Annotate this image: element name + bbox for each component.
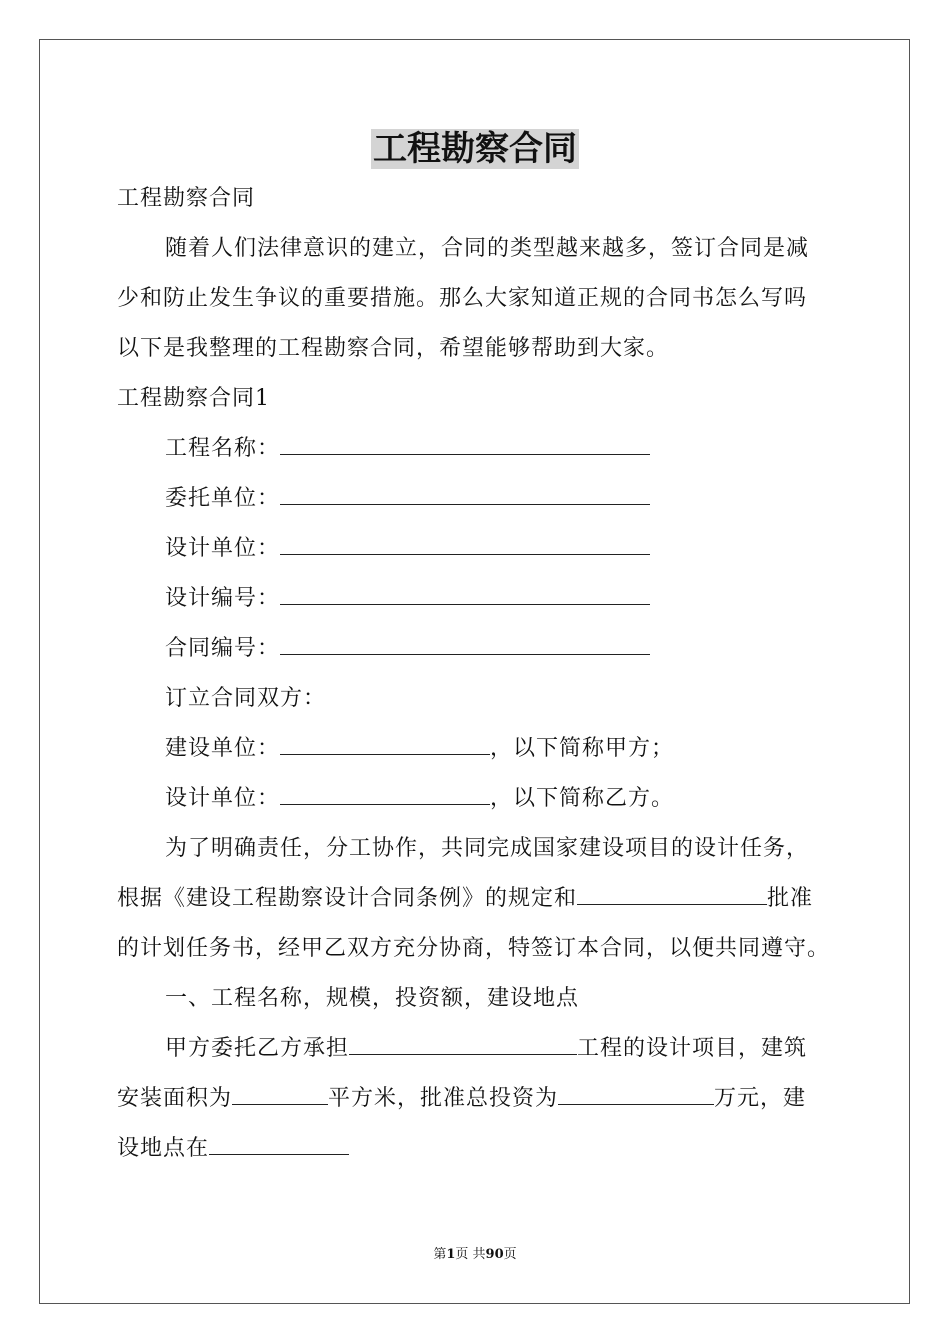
clause-1-line-1 (165, 1034, 807, 1064)
purpose-line-1: 为了明确责任，分工协作，共同完成国家建设项目的设计任务， (165, 836, 810, 861)
section-heading: 工程勘察合同1 (117, 386, 270, 411)
party-a-line (165, 734, 674, 764)
party-a-label: 建设单位： (165, 736, 281, 761)
blank-line (209, 1134, 349, 1155)
clause-1-line-3 (117, 1134, 349, 1164)
intro-line-2: 少和防止发生争议的重要措施。那么大家知道正规的合同书怎么写吗 (117, 286, 808, 311)
blank-line (280, 634, 650, 655)
blank-line (280, 584, 650, 605)
page-footer (0, 1246, 950, 1264)
field-label: 合同编号： (165, 636, 281, 661)
footer-total-pages: 90 (485, 1247, 504, 1262)
blank-line (280, 534, 650, 555)
clause-1-text-e: 万元，建 (714, 1086, 807, 1111)
document-title-text: 工程勘察合同 (373, 129, 577, 169)
field-label: 设计编号： (165, 586, 281, 611)
intro-line-3: 以下是我整理的工程勘察合同，希望能够帮助到大家。 (117, 336, 670, 361)
field-project-name (165, 434, 650, 464)
clause-1-text-a: 甲方委托乙方承担 (165, 1036, 350, 1061)
purpose-text-b: 批准 (767, 886, 814, 911)
footer-prefix: 第 (433, 1247, 447, 1262)
blank-line (280, 434, 650, 455)
clause-1-heading: 一、工程名称，规模，投资额，建设地点 (165, 986, 580, 1011)
field-label: 工程名称： (165, 436, 281, 461)
footer-current-page: 1 (446, 1247, 456, 1262)
blank-line (577, 884, 767, 905)
clause-1-text-b: 工程的设计项目，建筑 (577, 1036, 808, 1061)
party-b-line (165, 784, 674, 814)
clause-1-text-f: 设地点在 (117, 1136, 210, 1161)
footer-suffix: 页 (503, 1247, 517, 1262)
blank-line (280, 784, 490, 805)
field-client (165, 484, 650, 514)
clause-1-text-c: 安装面积为 (117, 1086, 233, 1111)
blank-line (280, 484, 650, 505)
blank-line (558, 1084, 714, 1105)
document-title (0, 126, 950, 172)
party-b-suffix: ，以下简称乙方。 (490, 786, 675, 811)
document-subtitle: 工程勘察合同 (117, 186, 256, 211)
party-a-suffix: ，以下简称甲方； (490, 736, 675, 761)
field-design-unit (165, 534, 650, 564)
party-b-label: 设计单位： (165, 786, 281, 811)
parties-heading: 订立合同双方： (165, 686, 327, 711)
footer-mid: 页 共 (455, 1247, 486, 1262)
intro-line-1: 随着人们法律意识的建立，合同的类型越来越多，签订合同是减 (165, 236, 810, 261)
blank-line (349, 1034, 577, 1055)
blank-line (280, 734, 490, 755)
purpose-line-2 (117, 884, 813, 914)
clause-1-line-2 (117, 1084, 806, 1114)
purpose-text-a: 根据《建设工程勘察设计合同条例》的规定和 (117, 886, 578, 911)
field-label: 设计单位： (165, 536, 281, 561)
field-label: 委托单位： (165, 486, 281, 511)
field-design-no (165, 584, 650, 614)
clause-1-text-d: 平方米，批准总投资为 (328, 1086, 559, 1111)
purpose-line-3: 的计划任务书，经甲乙双方充分协商，特签订本合同，以便共同遵守。 (117, 936, 831, 961)
field-contract-no (165, 634, 650, 664)
blank-line (232, 1084, 328, 1105)
page-border (39, 39, 910, 1304)
